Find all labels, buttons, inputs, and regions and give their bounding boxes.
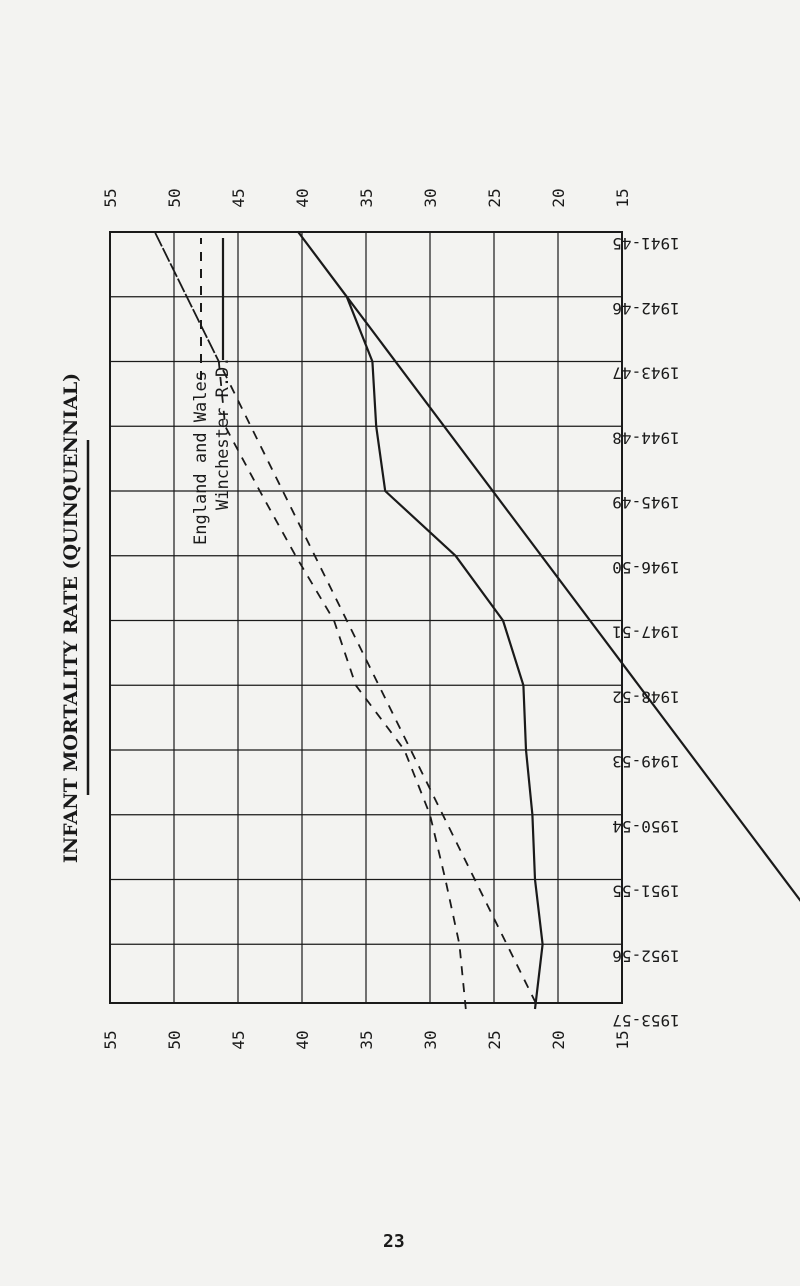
top-tick-label-30: 30 — [421, 188, 440, 208]
bottom-tick-label-30: 30 — [421, 1030, 440, 1050]
period-label-1952-56: 1952-56 — [612, 946, 680, 966]
top-tick-label-20: 20 — [549, 188, 568, 208]
legend-label-winchester-rd: Winchester R.D. — [213, 356, 233, 510]
bottom-tick-label-45: 45 — [229, 1030, 248, 1050]
period-label-1944-48: 1944-48 — [612, 428, 680, 448]
top-tick-label-35: 35 — [357, 188, 376, 208]
period-label-1946-50: 1946-50 — [612, 557, 680, 577]
period-label-1949-53: 1949-53 — [612, 752, 680, 771]
top-tick-label-25: 25 — [485, 188, 504, 208]
period-label-1953-57: 1953-57 — [612, 1011, 680, 1030]
period-label-1945-49: 1945-49 — [612, 493, 680, 512]
period-label-1951-55: 1951-55 — [612, 881, 680, 901]
bottom-tick-label-15: 15 — [613, 1030, 632, 1050]
period-label-1942-46: 1942-46 — [612, 298, 680, 318]
top-tick-label-15: 15 — [613, 188, 632, 208]
period-label-1948-52: 1948-52 — [612, 687, 680, 707]
period-label-1950-54: 1950-54 — [612, 816, 680, 836]
legend — [191, 238, 233, 545]
legend-label-england-and-wales: England and Wales — [191, 371, 211, 545]
bottom-tick-label-50: 50 — [165, 1030, 184, 1050]
top-tick-label-45: 45 — [229, 188, 248, 208]
bottom-tick-label-20: 20 — [549, 1030, 568, 1050]
top-tick-labels — [101, 188, 632, 207]
period-label-1943-47: 1943-47 — [612, 363, 680, 383]
period-label-1947-51: 1947-51 — [612, 622, 680, 642]
bottom-tick-labels — [101, 1030, 632, 1049]
page-number: 23 — [383, 1231, 405, 1252]
top-tick-label-50: 50 — [165, 188, 184, 208]
top-tick-label-55: 55 — [101, 188, 120, 208]
bottom-tick-label-40: 40 — [293, 1030, 312, 1050]
period-label-1941-45: 1941-45 — [612, 234, 680, 253]
bottom-tick-label-35: 35 — [357, 1030, 376, 1050]
bottom-tick-label-55: 55 — [101, 1030, 120, 1050]
top-tick-label-40: 40 — [293, 188, 312, 208]
bottom-tick-label-25: 25 — [485, 1030, 504, 1050]
chart-title: INFANT MORTALITY RATE (QUINQUENNIAL) — [60, 372, 82, 864]
